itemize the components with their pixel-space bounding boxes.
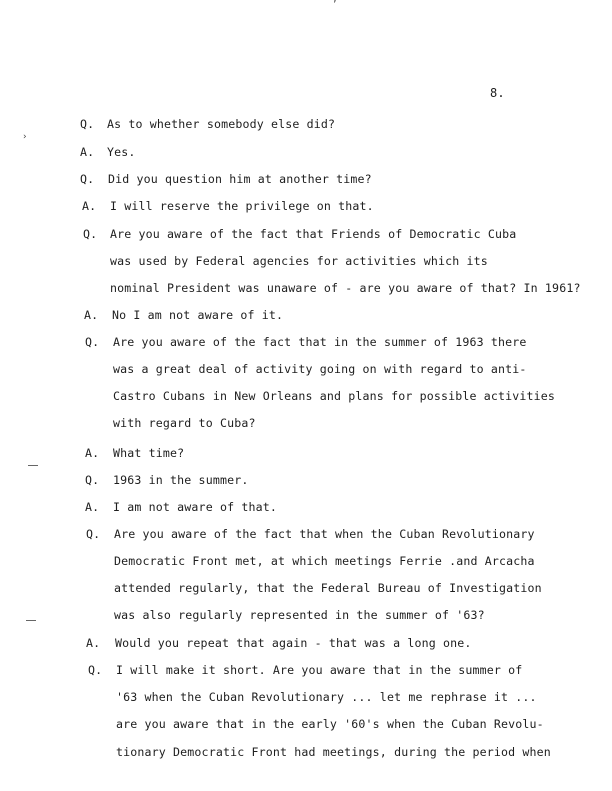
question-text-line: Are you aware of the fact that when the Cuban Revolutionary [114, 527, 535, 541]
answer-text-line: Yes. [107, 145, 136, 159]
question-text-line: are you aware that in the early '60's when the Cuban Revolu- [116, 717, 544, 731]
answer-text-line: No I am not aware of it. [112, 308, 284, 322]
question-text-line: was used by Federal agencies for activities which its [110, 254, 488, 268]
question-label: Q. [86, 527, 101, 541]
answer-label: A. [86, 636, 101, 650]
question-text-line: nominal President was unaware of - are you aware of that? In 1961? [110, 281, 581, 295]
question-label: Q. [80, 172, 95, 186]
answer-label: A. [85, 446, 100, 460]
answer-label: A. [85, 500, 100, 514]
question-text-line: I will make it short. Are you aware that in the summer of [116, 663, 523, 677]
scan-mark: ’ [332, 0, 338, 10]
answer-text-line: I will reserve the privilege on that. [110, 199, 374, 213]
question-text-line: was also regularly represented in the summer of '63? [114, 608, 485, 622]
page-number: 8. [490, 86, 505, 100]
scan-mark: › [22, 132, 28, 142]
question-text-line: was a great deal of activity going on with regard to anti- [113, 362, 527, 376]
question-label: Q. [83, 227, 98, 241]
question-text-line: Are you aware of the fact that in the summer of 1963 there [113, 335, 527, 349]
answer-text-line: I am not aware of that. [113, 500, 277, 514]
question-text-line: 1963 in the summer. [113, 473, 249, 487]
question-text-line: Did you question him at another time? [108, 172, 372, 186]
question-text-line: '63 when the Cuban Revolutionary ... let me rephrase it ... [116, 690, 537, 704]
question-text-line: with regard to Cuba? [113, 416, 256, 430]
question-label: Q. [88, 663, 103, 677]
question-text-line: attended regularly, that the Federal Bureau of Investigation [114, 581, 542, 595]
answer-label: A. [82, 199, 97, 213]
question-text-line: Are you aware of the fact that Friends of Democratic Cuba [110, 227, 517, 241]
answer-text-line: What time? [113, 446, 185, 460]
scan-dash [28, 465, 38, 466]
question-text-line: tionary Democratic Front had meetings, during the period when [116, 745, 551, 759]
question-label: Q. [85, 473, 100, 487]
answer-text-line: Would you repeat that again - that was a long one. [115, 636, 472, 650]
question-text-line: Castro Cubans in New Orleans and plans for possible activities [113, 389, 556, 403]
answer-label: A. [80, 145, 95, 159]
question-label: Q. [80, 117, 95, 131]
answer-label: A. [84, 308, 99, 322]
question-text-line: As to whether somebody else did? [107, 117, 336, 131]
question-label: Q. [85, 335, 100, 349]
question-text-line: Democratic Front met, at which meetings Ferrie .and Arcacha [114, 554, 535, 568]
scan-dash [26, 620, 36, 621]
